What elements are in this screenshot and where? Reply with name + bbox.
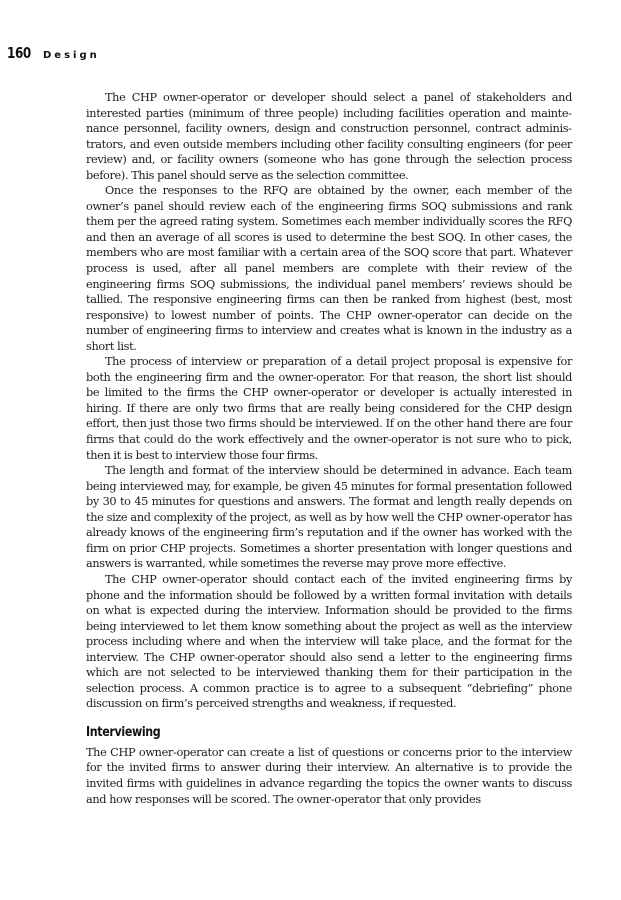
paragraph-interviewing: The CHP owner-operator can create a list of questions or concerns prior to the interview for the invited firms to answer during their interview. An alternative is to provide the invited firms with guidelines in advance regarding the topics the owner wants to discuss and how responses will be scored. The owner-operator that only provides — [86, 745, 572, 806]
paragraph-short-list: The process of interview or preparation of a detail project proposal is expensive for both the engineering firm and the owner-operator. For that reason, the short list should be limited to the firms the CHP owner-operator or developer is actually interested in hiring. If there are only two firms that are really being considered for the CHP design effort, then just those two firms should be interviewed. If on the other hand there are four firms that could do the work effectively and the owner-operator is not sure who to pick, then it is best to interview those four firms. — [86, 355, 572, 462]
page-number: 160 — [7, 44, 31, 62]
paragraph-invitation: The CHP owner-operator should contact each of the invited engineering firms by phone and the information should be followed by a written formal invitation with details on what is expected during the interview. Information should be provided to the firms being interviewed to let them know something about the project as well as the interview process including where and when the interview will take place, and the format for the interview. The CHP owner-operator should also send a letter to the engineering firms which are not selected to be interviewed thanking them for their participation in the selection process. A common practice is to agree to a subsequent “debriefing” phone discussion on firm’s perceived strengths and weakness, if requested. — [86, 572, 572, 711]
running-head-section: Design — [43, 50, 100, 61]
running-head — [7, 44, 100, 62]
paragraph-interview-format: The length and format of the interview should be determined in advance. Each team being interviewed may, for example, be given 45 minutes for formal presentation followed by 30 to 45 minutes for questions and answers. The format and length really depends on the size and complexity of the project, as well as by how well the CHP owner-operator has already knows of the engineering firm’s reputation and if the owner has worked with the firm on prior CHP projects. Sometimes a shorter presentation with longer questions and answers is warranted, while sometimes the reverse may prove more effective. — [86, 464, 572, 571]
section-heading-interviewing: Interviewing — [86, 724, 161, 740]
paragraph-rfq-review: Once the responses to the RFQ are obtained by the owner, each member of the owner’s panel should review each of the engineering firms SOQ submissions and rank them per the agreed rating system. Sometimes each member individually scores the RFQ and then an average of all scores is used to determine the best SOQ. In other cases, the members who are most familiar with a certain area of the SOQ score that part. Whatever process is used, after all panel members are complete with their review of the engineering firms SOQ submissions, the individual panel members’ reviews should be tallied. The responsive engineering firms can then be ranked from highest (best, most responsive) to lowest number of points. The CHP owner-operator can decide on the number of engineering firms to interview and creates what is known in the industry as a short list. — [86, 184, 572, 353]
body-text — [86, 90, 572, 807]
paragraph-panel-selection: The CHP owner-operator or developer should select a panel of stakeholders and interested parties (minimum of three people) including facilities operation and maintenance personnel, facility owners, design and construction personnel, contract administrators, and even outside members including other facility consulting engineers (for peer review) and, or facility owners (someone who has gone through the selection process before). This panel should serve as the selection committee. — [86, 91, 572, 182]
